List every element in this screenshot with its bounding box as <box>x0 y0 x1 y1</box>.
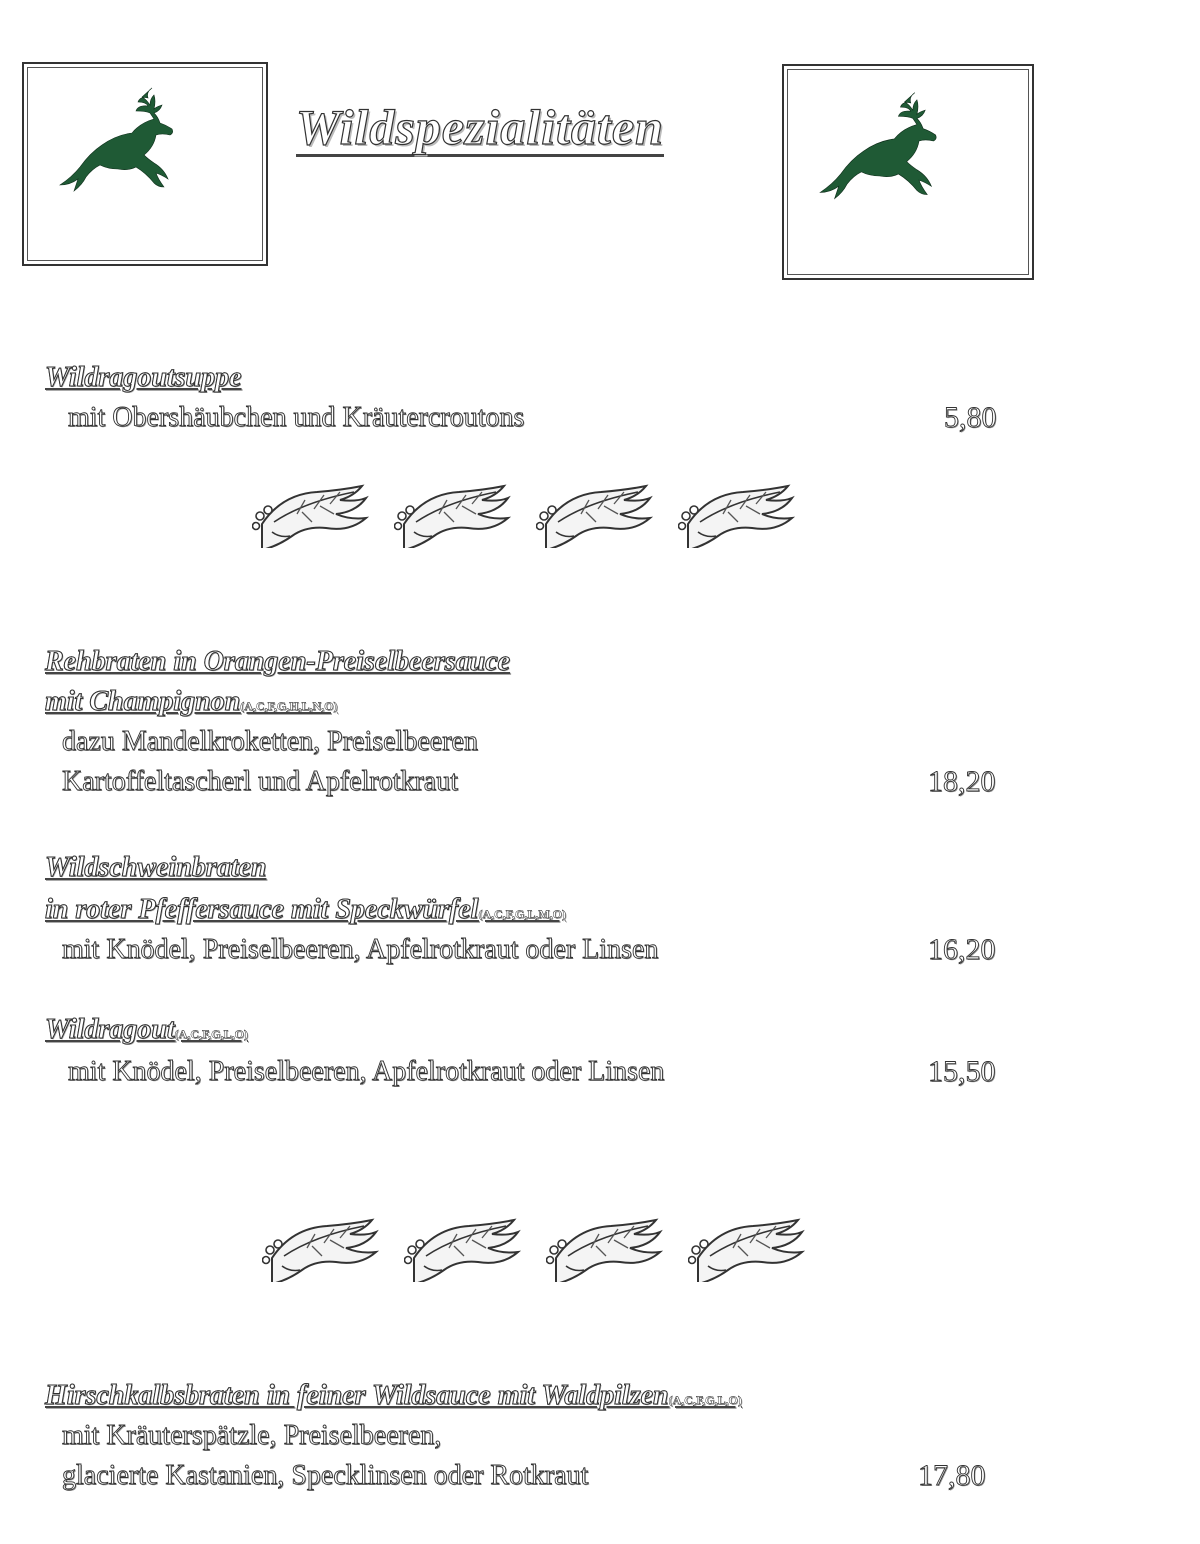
dish-description: mit Knödel, Preiselbeeren, Apfelrotkraut oder Linsen <box>68 1056 665 1087</box>
dish-price: 18,20 <box>928 765 996 798</box>
ornament-row <box>252 484 798 548</box>
dish-description: glacierte Kastanien, Specklinsen oder Rotkraut <box>62 1460 589 1491</box>
page-title: Wildspezialitäten <box>296 99 664 155</box>
dish-title: Wildschweinbraten <box>45 852 267 883</box>
dish-description: mit Kräuterspätzle, Preiselbeeren, <box>62 1420 442 1451</box>
dish-title: Hirschkalbsbraten in feiner Wildsauce mit Waldpilzen(A,C,F,G,L,O) <box>45 1380 742 1411</box>
dish-description: dazu Mandelkroketten, Preiselbeeren <box>62 726 478 757</box>
leaf-ornament-icon <box>262 1218 382 1282</box>
dish-title: Wildragout(A,C,F,G,L,O) <box>45 1014 248 1045</box>
ornament-row <box>262 1218 808 1282</box>
dish-description: Kartoffeltascherl und Apfelrotkraut <box>62 766 459 797</box>
allergen-codes: (A,C,F,G,L,M,O) <box>478 907 567 921</box>
leaf-ornament-icon <box>252 484 372 548</box>
leaf-ornament-icon <box>688 1218 808 1282</box>
deer-logo-icon <box>814 86 989 231</box>
dish-description: mit Knödel, Preiselbeeren, Apfelrotkraut oder Linsen <box>62 934 659 965</box>
allergen-codes: (A,C,F,G,H,L,N,O) <box>240 699 338 713</box>
dish-title: mit Champignon(A,C,F,G,H,L,N,O) <box>45 686 338 717</box>
dish-description: mit Obershäubchen und Kräutercroutons <box>68 402 525 433</box>
leaf-ornament-icon <box>394 484 514 548</box>
leaf-ornament-icon <box>678 484 798 548</box>
dish-price: 17,80 <box>918 1459 986 1492</box>
dish-title: Rehbraten in Orangen-Preiselbeersauce <box>45 646 511 677</box>
leaf-ornament-icon <box>536 484 656 548</box>
dish-price: 15,50 <box>928 1055 996 1088</box>
allergen-codes: (A,C,F,G,L,O) <box>668 1393 742 1407</box>
dish-title: Wildragoutsuppe <box>45 362 242 393</box>
leaf-ornament-icon <box>546 1218 666 1282</box>
dish-price: 5,80 <box>944 401 997 434</box>
logo-frame-left <box>22 62 268 266</box>
allergen-codes: (A,C,F,G,L,O) <box>174 1027 248 1041</box>
dish-price: 16,20 <box>928 933 996 966</box>
dish-title: in roter Pfeffersauce mit Speckwürfel(A,C,F,G,L,M,O) <box>45 894 567 925</box>
logo-frame-right <box>782 64 1034 280</box>
leaf-ornament-icon <box>404 1218 524 1282</box>
deer-logo-icon <box>54 82 224 222</box>
